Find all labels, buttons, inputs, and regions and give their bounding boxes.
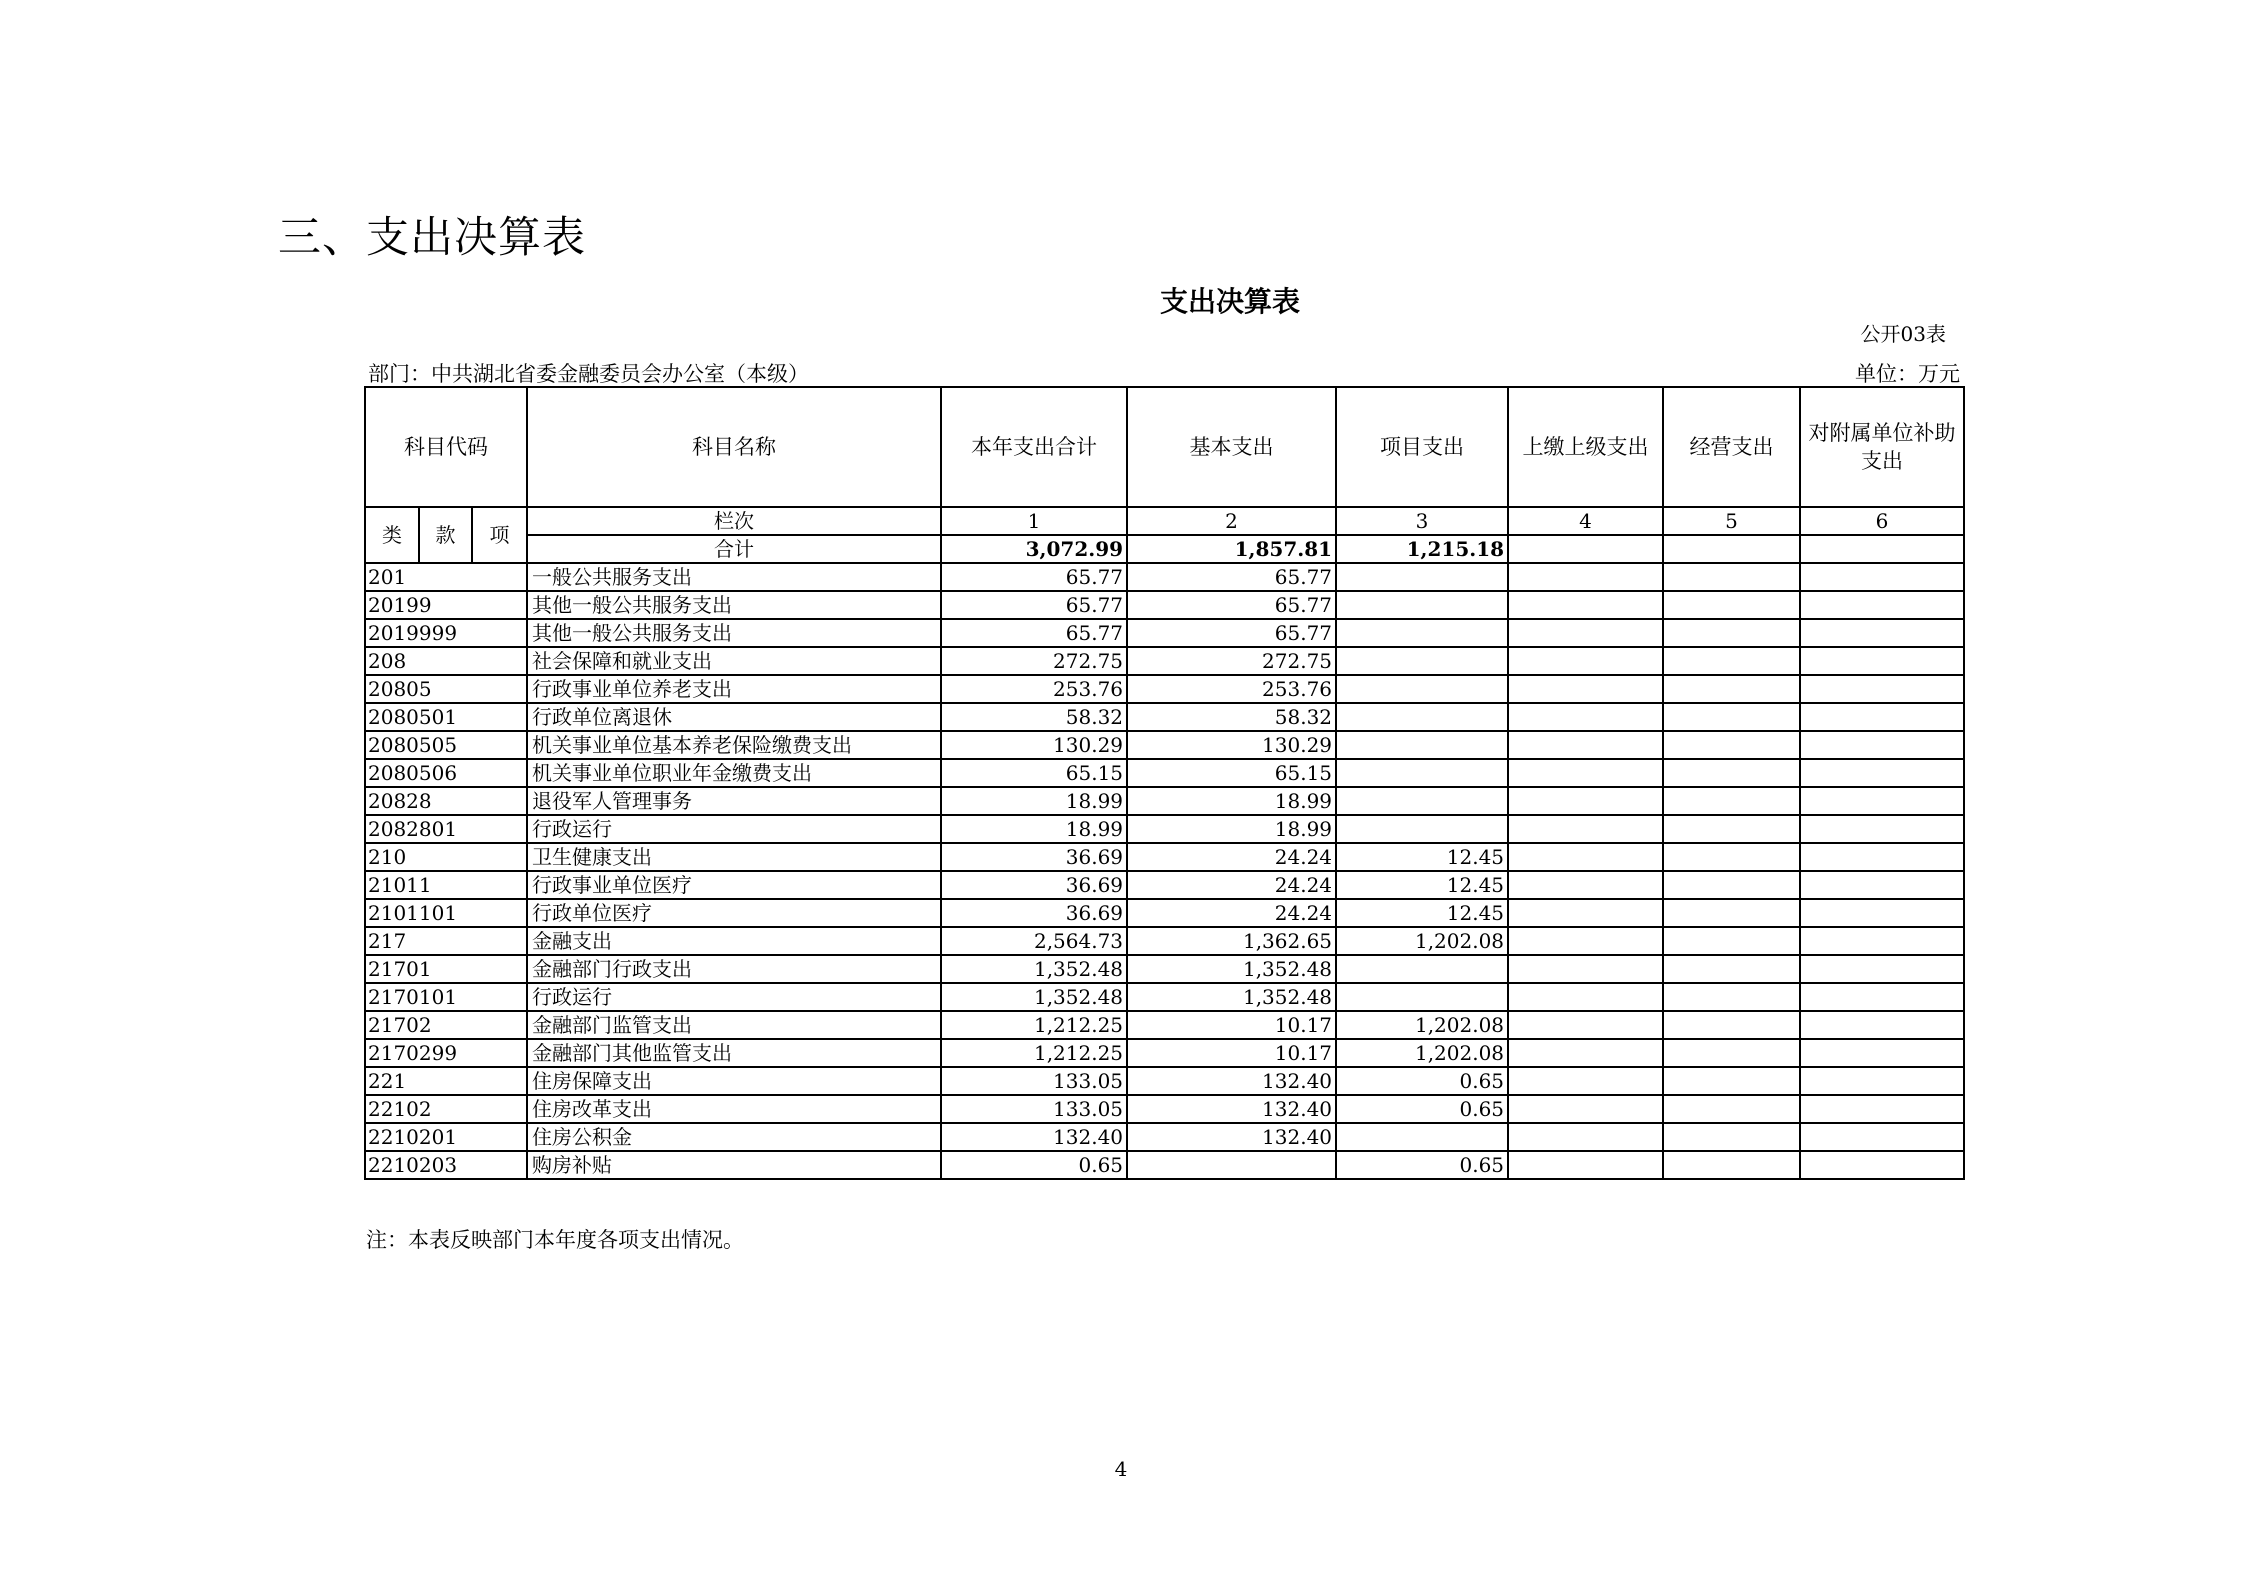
row-basic xyxy=(1127,1151,1336,1179)
header-subsidy: 对附属单位补助支出 xyxy=(1800,387,1964,507)
row-code: 2080505 xyxy=(365,731,527,759)
row-code: 201 xyxy=(365,563,527,591)
table-title: 支出决算表 xyxy=(1159,285,1300,318)
row-operating xyxy=(1663,871,1800,899)
row-basic: 24.24 xyxy=(1127,871,1336,899)
row-name: 社会保障和就业支出 xyxy=(527,647,941,675)
row-total: 132.40 xyxy=(941,1123,1127,1151)
row-project xyxy=(1336,591,1508,619)
row-subsidy xyxy=(1800,927,1964,955)
row-upper xyxy=(1508,703,1663,731)
row-project xyxy=(1336,703,1508,731)
table-row xyxy=(365,703,1964,731)
row-basic: 1,352.48 xyxy=(1127,983,1336,1011)
row-name: 机关事业单位基本养老保险缴费支出 xyxy=(527,731,941,759)
row-basic: 132.40 xyxy=(1127,1123,1336,1151)
row-project xyxy=(1336,759,1508,787)
row-operating xyxy=(1663,927,1800,955)
unit-label: 单位：万元 xyxy=(1855,362,1960,386)
row-upper xyxy=(1508,787,1663,815)
column-index-3: 3 xyxy=(1336,507,1508,535)
table-row xyxy=(365,815,1964,843)
row-basic: 1,352.48 xyxy=(1127,955,1336,983)
row-operating xyxy=(1663,563,1800,591)
row-basic: 18.99 xyxy=(1127,787,1336,815)
row-code: 2080501 xyxy=(365,703,527,731)
row-code: 221 xyxy=(365,1067,527,1095)
row-basic: 65.77 xyxy=(1127,563,1336,591)
table-row xyxy=(365,675,1964,703)
row-project: 1,202.08 xyxy=(1336,927,1508,955)
expenditure-table xyxy=(364,386,1965,1180)
total-project: 1,215.18 xyxy=(1336,535,1508,563)
row-basic: 18.99 xyxy=(1127,815,1336,843)
header-code: 科目代码 xyxy=(365,387,527,507)
row-total: 130.29 xyxy=(941,731,1127,759)
row-total: 1,212.25 xyxy=(941,1039,1127,1067)
row-upper xyxy=(1508,871,1663,899)
row-total: 253.76 xyxy=(941,675,1127,703)
row-operating xyxy=(1663,1151,1800,1179)
row-code: 2170101 xyxy=(365,983,527,1011)
row-operating xyxy=(1663,843,1800,871)
row-upper xyxy=(1508,1067,1663,1095)
table-row xyxy=(365,843,1964,871)
table-row xyxy=(365,1039,1964,1067)
column-index-6: 6 xyxy=(1800,507,1964,535)
row-upper xyxy=(1508,759,1663,787)
row-subsidy xyxy=(1800,1095,1964,1123)
row-subsidy xyxy=(1800,675,1964,703)
row-total: 0.65 xyxy=(941,1151,1127,1179)
table-row xyxy=(365,1011,1964,1039)
table-row xyxy=(365,591,1964,619)
row-name: 住房改革支出 xyxy=(527,1095,941,1123)
row-code: 2210201 xyxy=(365,1123,527,1151)
header-lanci: 栏次 xyxy=(527,507,941,535)
row-total: 36.69 xyxy=(941,843,1127,871)
table-row xyxy=(365,1095,1964,1123)
row-project: 0.65 xyxy=(1336,1095,1508,1123)
row-basic: 132.40 xyxy=(1127,1095,1336,1123)
row-basic: 65.77 xyxy=(1127,619,1336,647)
row-code: 20828 xyxy=(365,787,527,815)
header-name: 科目名称 xyxy=(527,387,941,507)
row-upper xyxy=(1508,1095,1663,1123)
table-row xyxy=(365,563,1964,591)
row-upper xyxy=(1508,1011,1663,1039)
section-heading: 三、支出决算表 xyxy=(278,213,586,263)
row-name: 金融部门行政支出 xyxy=(527,955,941,983)
row-basic: 130.29 xyxy=(1127,731,1336,759)
total-label: 合计 xyxy=(527,535,941,563)
row-code: 20199 xyxy=(365,591,527,619)
row-code: 2019999 xyxy=(365,619,527,647)
row-project: 1,202.08 xyxy=(1336,1011,1508,1039)
row-name: 购房补贴 xyxy=(527,1151,941,1179)
row-total: 1,352.48 xyxy=(941,955,1127,983)
row-total: 58.32 xyxy=(941,703,1127,731)
header-kuan: 款 xyxy=(419,507,472,563)
row-upper xyxy=(1508,1151,1663,1179)
row-subsidy xyxy=(1800,759,1964,787)
row-name: 行政单位离退休 xyxy=(527,703,941,731)
row-subsidy xyxy=(1800,787,1964,815)
header-total: 本年支出合计 xyxy=(941,387,1127,507)
row-basic: 132.40 xyxy=(1127,1067,1336,1095)
row-subsidy xyxy=(1800,899,1964,927)
row-name: 其他一般公共服务支出 xyxy=(527,591,941,619)
row-name: 住房保障支出 xyxy=(527,1067,941,1095)
table-row xyxy=(365,927,1964,955)
header-upper: 上缴上级支出 xyxy=(1508,387,1663,507)
row-subsidy xyxy=(1800,815,1964,843)
table-row xyxy=(365,759,1964,787)
row-total: 65.77 xyxy=(941,591,1127,619)
row-upper xyxy=(1508,591,1663,619)
row-operating xyxy=(1663,983,1800,1011)
table-row xyxy=(365,787,1964,815)
row-code: 20805 xyxy=(365,675,527,703)
row-total: 65.15 xyxy=(941,759,1127,787)
row-basic: 65.77 xyxy=(1127,591,1336,619)
row-name: 金融部门监管支出 xyxy=(527,1011,941,1039)
row-basic: 1,362.65 xyxy=(1127,927,1336,955)
row-upper xyxy=(1508,843,1663,871)
table-row xyxy=(365,731,1964,759)
row-name: 金融支出 xyxy=(527,927,941,955)
row-upper xyxy=(1508,619,1663,647)
row-operating xyxy=(1663,759,1800,787)
row-subsidy xyxy=(1800,983,1964,1011)
row-basic: 253.76 xyxy=(1127,675,1336,703)
table-row xyxy=(365,983,1964,1011)
column-index-1: 1 xyxy=(941,507,1127,535)
total-upper xyxy=(1508,535,1663,563)
row-total: 65.77 xyxy=(941,619,1127,647)
row-upper xyxy=(1508,647,1663,675)
row-basic: 65.15 xyxy=(1127,759,1336,787)
table-row xyxy=(365,1123,1964,1151)
row-subsidy xyxy=(1800,1151,1964,1179)
row-total: 1,352.48 xyxy=(941,983,1127,1011)
row-subsidy xyxy=(1800,1067,1964,1095)
row-code: 217 xyxy=(365,927,527,955)
row-total: 65.77 xyxy=(941,563,1127,591)
table-body xyxy=(365,387,1964,1179)
header-lei: 类 xyxy=(365,507,419,563)
row-upper xyxy=(1508,955,1663,983)
row-project xyxy=(1336,787,1508,815)
column-index-5: 5 xyxy=(1663,507,1800,535)
row-code: 2101101 xyxy=(365,899,527,927)
row-total: 1,212.25 xyxy=(941,1011,1127,1039)
table-note: 注：本表反映部门本年度各项支出情况。 xyxy=(366,1228,744,1252)
row-operating xyxy=(1663,1067,1800,1095)
row-subsidy xyxy=(1800,563,1964,591)
table-row xyxy=(365,1067,1964,1095)
total-row xyxy=(365,535,1964,563)
row-basic: 10.17 xyxy=(1127,1039,1336,1067)
row-operating xyxy=(1663,1095,1800,1123)
total-operating xyxy=(1663,535,1800,563)
row-name: 行政事业单位养老支出 xyxy=(527,675,941,703)
row-project xyxy=(1336,1123,1508,1151)
row-operating xyxy=(1663,955,1800,983)
row-subsidy xyxy=(1800,843,1964,871)
row-total: 133.05 xyxy=(941,1095,1127,1123)
header-project: 项目支出 xyxy=(1336,387,1508,507)
row-name: 行政运行 xyxy=(527,983,941,1011)
row-total: 133.05 xyxy=(941,1067,1127,1095)
row-subsidy xyxy=(1800,647,1964,675)
table-row xyxy=(365,647,1964,675)
row-name: 行政运行 xyxy=(527,815,941,843)
row-name: 金融部门其他监管支出 xyxy=(527,1039,941,1067)
row-upper xyxy=(1508,983,1663,1011)
total-basic: 1,857.81 xyxy=(1127,535,1336,563)
row-subsidy xyxy=(1800,871,1964,899)
row-code: 21701 xyxy=(365,955,527,983)
row-code: 2210203 xyxy=(365,1151,527,1179)
row-name: 机关事业单位职业年金缴费支出 xyxy=(527,759,941,787)
row-name: 住房公积金 xyxy=(527,1123,941,1151)
row-code: 21011 xyxy=(365,871,527,899)
table-row xyxy=(365,871,1964,899)
row-code: 2170299 xyxy=(365,1039,527,1067)
row-total: 2,564.73 xyxy=(941,927,1127,955)
row-subsidy xyxy=(1800,591,1964,619)
row-upper xyxy=(1508,731,1663,759)
row-total: 272.75 xyxy=(941,647,1127,675)
row-basic: 272.75 xyxy=(1127,647,1336,675)
row-project xyxy=(1336,675,1508,703)
row-code: 21702 xyxy=(365,1011,527,1039)
row-code: 2080506 xyxy=(365,759,527,787)
row-project: 1,202.08 xyxy=(1336,1039,1508,1067)
row-total: 36.69 xyxy=(941,871,1127,899)
row-project: 0.65 xyxy=(1336,1151,1508,1179)
header-operating: 经营支出 xyxy=(1663,387,1800,507)
row-operating xyxy=(1663,787,1800,815)
row-subsidy xyxy=(1800,731,1964,759)
form-number: 公开03表 xyxy=(1860,322,1946,346)
row-project: 12.45 xyxy=(1336,843,1508,871)
row-code: 210 xyxy=(365,843,527,871)
row-subsidy xyxy=(1800,955,1964,983)
row-name: 退役军人管理事务 xyxy=(527,787,941,815)
row-subsidy xyxy=(1800,1123,1964,1151)
row-project xyxy=(1336,619,1508,647)
row-upper xyxy=(1508,927,1663,955)
row-name: 行政单位医疗 xyxy=(527,899,941,927)
row-project xyxy=(1336,731,1508,759)
row-operating xyxy=(1663,815,1800,843)
row-upper xyxy=(1508,1039,1663,1067)
table-row xyxy=(365,1151,1964,1179)
row-code: 22102 xyxy=(365,1095,527,1123)
row-code: 2082801 xyxy=(365,815,527,843)
row-subsidy xyxy=(1800,703,1964,731)
row-upper xyxy=(1508,899,1663,927)
column-index-4: 4 xyxy=(1508,507,1663,535)
header-row xyxy=(365,387,1964,507)
row-operating xyxy=(1663,619,1800,647)
row-project xyxy=(1336,955,1508,983)
row-subsidy xyxy=(1800,1011,1964,1039)
row-basic: 10.17 xyxy=(1127,1011,1336,1039)
row-project: 0.65 xyxy=(1336,1067,1508,1095)
total-total: 3,072.99 xyxy=(941,535,1127,563)
row-project xyxy=(1336,647,1508,675)
row-subsidy xyxy=(1800,1039,1964,1067)
row-name: 行政事业单位医疗 xyxy=(527,871,941,899)
column-index-2: 2 xyxy=(1127,507,1336,535)
row-operating xyxy=(1663,731,1800,759)
row-operating xyxy=(1663,675,1800,703)
table-row xyxy=(365,899,1964,927)
row-project: 12.45 xyxy=(1336,899,1508,927)
row-project xyxy=(1336,983,1508,1011)
row-operating xyxy=(1663,1011,1800,1039)
row-total: 18.99 xyxy=(941,787,1127,815)
row-total: 18.99 xyxy=(941,815,1127,843)
row-upper xyxy=(1508,1123,1663,1151)
column-index-row xyxy=(365,507,1964,535)
row-operating xyxy=(1663,703,1800,731)
row-basic: 24.24 xyxy=(1127,899,1336,927)
table-row xyxy=(365,619,1964,647)
row-operating xyxy=(1663,591,1800,619)
row-name: 其他一般公共服务支出 xyxy=(527,619,941,647)
row-basic: 58.32 xyxy=(1127,703,1336,731)
row-name: 卫生健康支出 xyxy=(527,843,941,871)
row-basic: 24.24 xyxy=(1127,843,1336,871)
row-name: 一般公共服务支出 xyxy=(527,563,941,591)
row-subsidy xyxy=(1800,619,1964,647)
row-upper xyxy=(1508,563,1663,591)
header-basic: 基本支出 xyxy=(1127,387,1336,507)
row-project xyxy=(1336,563,1508,591)
row-code: 208 xyxy=(365,647,527,675)
header-xiang: 项 xyxy=(472,507,527,563)
page-number: 4 xyxy=(1114,1457,1128,1481)
table-row xyxy=(365,955,1964,983)
row-upper xyxy=(1508,675,1663,703)
row-upper xyxy=(1508,815,1663,843)
row-operating xyxy=(1663,1123,1800,1151)
row-project xyxy=(1336,815,1508,843)
row-total: 36.69 xyxy=(941,899,1127,927)
row-operating xyxy=(1663,647,1800,675)
row-operating xyxy=(1663,1039,1800,1067)
department-label: 部门：中共湖北省委金融委员会办公室（本级） xyxy=(368,362,809,386)
total-subsidy xyxy=(1800,535,1964,563)
row-project: 12.45 xyxy=(1336,871,1508,899)
row-operating xyxy=(1663,899,1800,927)
